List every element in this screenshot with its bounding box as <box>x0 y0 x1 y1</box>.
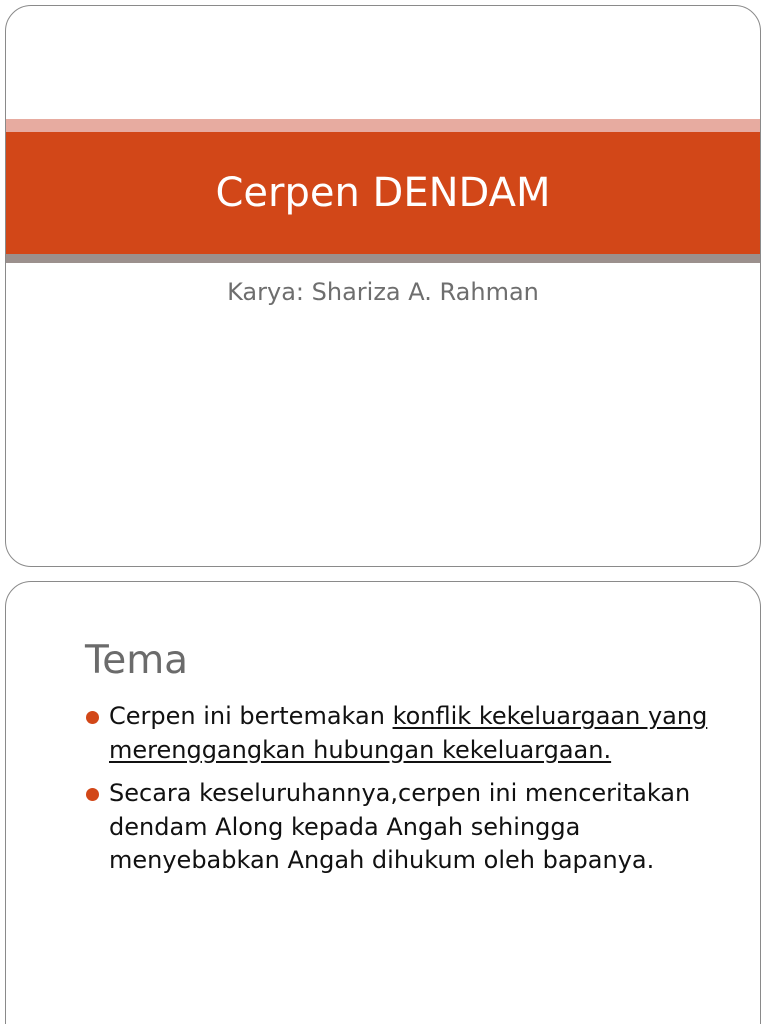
title-band-bottom-stripe <box>6 254 760 263</box>
section-heading: Tema <box>85 638 189 683</box>
bullet-item <box>84 777 724 878</box>
bullet-text: Secara keseluruhannya,cerpen ini menceritakan dendam Along kepada Angah sehingga menyebabkan Angah dihukum oleh bapanya. <box>109 779 691 874</box>
content-slide <box>5 581 761 1024</box>
title-slide <box>5 5 761 567</box>
bullet-dot-icon <box>86 711 99 724</box>
bullet-item <box>84 700 724 767</box>
bullet-lead-text: Cerpen ini bertemakan <box>109 702 393 730</box>
bullet-dot-icon <box>86 788 99 801</box>
title-band-top-stripe <box>6 119 760 132</box>
bullet-list <box>84 700 724 888</box>
slide-subtitle: Karya: Shariza A. Rahman <box>227 278 539 306</box>
bullet-underlined-text: konflik kekeluargaan yang merenggangkan hubungan kekeluargaan. <box>109 702 708 764</box>
slide-title: Cerpen DENDAM <box>215 170 551 216</box>
